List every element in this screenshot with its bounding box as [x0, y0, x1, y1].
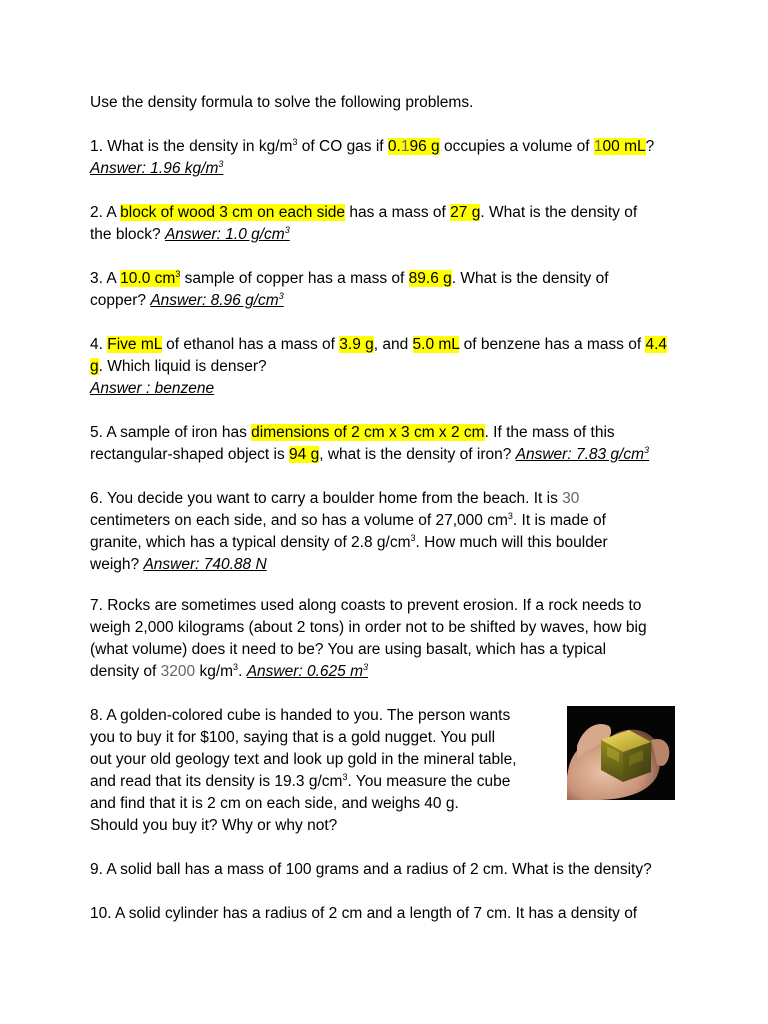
- worksheet-page: Use the density formula to solve the following problems. 1. What is the density in $kg/m^3$ of CO gas if 0.196 g occupies a volume of 100 mL? Answer: 1.96 $kg/m^3$ 2. A block of wood 3 cm on each side has a mass of 27 g. What is the density of the block? Answer: 1.0 $g/cm^3$ 3. A 10.0 $cm^3$ sample of copper has a mass of 89.6 g. What is the density of copper? Answer: 8.96 $g/cm^3$ 4. Five mL of ethanol has a mass of 3.9 g, and 5.0 mL of benzene has a mass of 4.4 g. Which liquid is denser? Answer : benzene 5. A sample of iron has dimensions of 2 cm x 3 cm x 2 cm. If the mass of this rectangular-shaped object is 94 g, what is the density of iron? Answer: 7.83 $g/cm^3$ 6. You decide you want to carry a boulder home from the beach. It is 30 centimeters on each side, and so has a volume of 27,000 $cm^3$. It is made of granite, which has a typical density of 2.8 $g/cm^3$. How much will this boulder weigh? Answer: 740.88 N 7. Rocks are sometimes used along coasts to prevent erosion. If a rock needs to weigh 2,000 kilograms (about 2 tons) in order not to be shifted by waves, how big (what volume) does it need to be? You are using basalt, which has a typical density of 3200 $kg/m^3$. Answer: 0.625 $m^3$ 8. A golden-colored cube is handed to you. The person wants you to buy it for $100, saying that is a gold nugget. You pull out your old geology text and look up gold in the mineral table, and read that its density is 19.3 $g/cm^3$. You measure the cube and find that it is 2 cm on each side, and weighs 40 g. Should you buy it? Why or why not? 9. A solid ball has a mass of 100 grams and a radius of 2 cm. What is the density? 10. A solid cylinder has a radius of 2 cm and a length of 7 cm. It has a density of: [0, 0, 768, 1024]
- problem-5: 5. A sample of iron has dimensions of 2 cm x 3 cm x 2 cm. If the mass of this: [90, 424, 615, 441]
- problem-7: 7. Rocks are sometimes used along coasts to prevent erosion. If a rock needs to: [90, 597, 642, 614]
- highlight: dimensions of 2 cm x 3 cm x 2 cm: [251, 424, 485, 441]
- answer-6: Answer: 740.88 N: [143, 556, 267, 573]
- problem-4: 4. Five mL of ethanol has a mass of 3.9 g, and 5.0 mL of benzene has a mass of 4.4: [90, 336, 668, 353]
- problem-3-cont: copper? Answer: 8.96 $g/cm^3$: [90, 290, 284, 309]
- answer-2: Answer: 1.0 $g/cm^3$: [164, 224, 290, 243]
- problem-3: 3. A 10.0 $cm^3$ sample of copper has a mass of 89.6 g. What is the density of: [90, 268, 609, 287]
- answer-4: Answer : benzene: [90, 380, 215, 397]
- highlight: 89.6 g: [408, 270, 452, 287]
- highlight: 10.0 $cm^3$: [120, 268, 181, 287]
- problem-1: 1. What is the density in $kg/m^3$ of CO gas if 0.196 g occupies a volume of 100 mL?: [90, 136, 655, 155]
- gold-cube-in-hand-image: [567, 706, 675, 800]
- highlight: 100 mL: [593, 138, 646, 155]
- problem-4-cont: g. Which liquid is denser?: [90, 358, 267, 375]
- problem-9: 9. A solid ball has a mass of 100 grams and a radius of 2 cm. What is the density?: [90, 861, 652, 878]
- highlight: 27 g: [450, 204, 481, 221]
- highlight: block of wood 3 cm on each side: [120, 204, 346, 221]
- gold-cube-photo: [567, 706, 675, 800]
- problem-2: 2. A block of wood 3 cm on each side has a mass of 27 g. What is the density of: [90, 204, 638, 221]
- answer-1: Answer: 1.96 $kg/m^3$: [90, 158, 224, 177]
- highlight: 4.4: [645, 336, 668, 353]
- problem-5-cont: rectangular-shaped object is 94 g, what is the density of iron? Answer: 7.83 $g/cm^3$: [90, 444, 650, 463]
- problem-8: 8. A golden-colored cube is handed to you. The person wants: [90, 707, 511, 724]
- instructions: Use the density formula to solve the following problems.: [90, 94, 474, 111]
- problem-6: 6. You decide you want to carry a boulder home from the beach. It is 30: [90, 490, 580, 507]
- highlight: g: [90, 358, 99, 375]
- answer-3: Answer: 8.96 $g/cm^3$: [150, 290, 284, 309]
- problem-10: 10. A solid cylinder has a radius of 2 cm and a length of 7 cm. It has a density of: [90, 905, 638, 922]
- highlight: 5.0 mL: [412, 336, 460, 353]
- highlight: 0.196 g: [387, 138, 440, 155]
- answer-5: Answer: 7.83 $g/cm^3$: [515, 444, 650, 463]
- highlight: Five mL: [107, 336, 162, 353]
- answer-7: Answer: 0.625 $m^3$: [246, 661, 369, 680]
- highlight: 3.9 g: [339, 336, 374, 353]
- problem-2-cont: the block? Answer: 1.0 $g/cm^3$: [90, 224, 290, 243]
- highlight: 94 g: [289, 446, 320, 463]
